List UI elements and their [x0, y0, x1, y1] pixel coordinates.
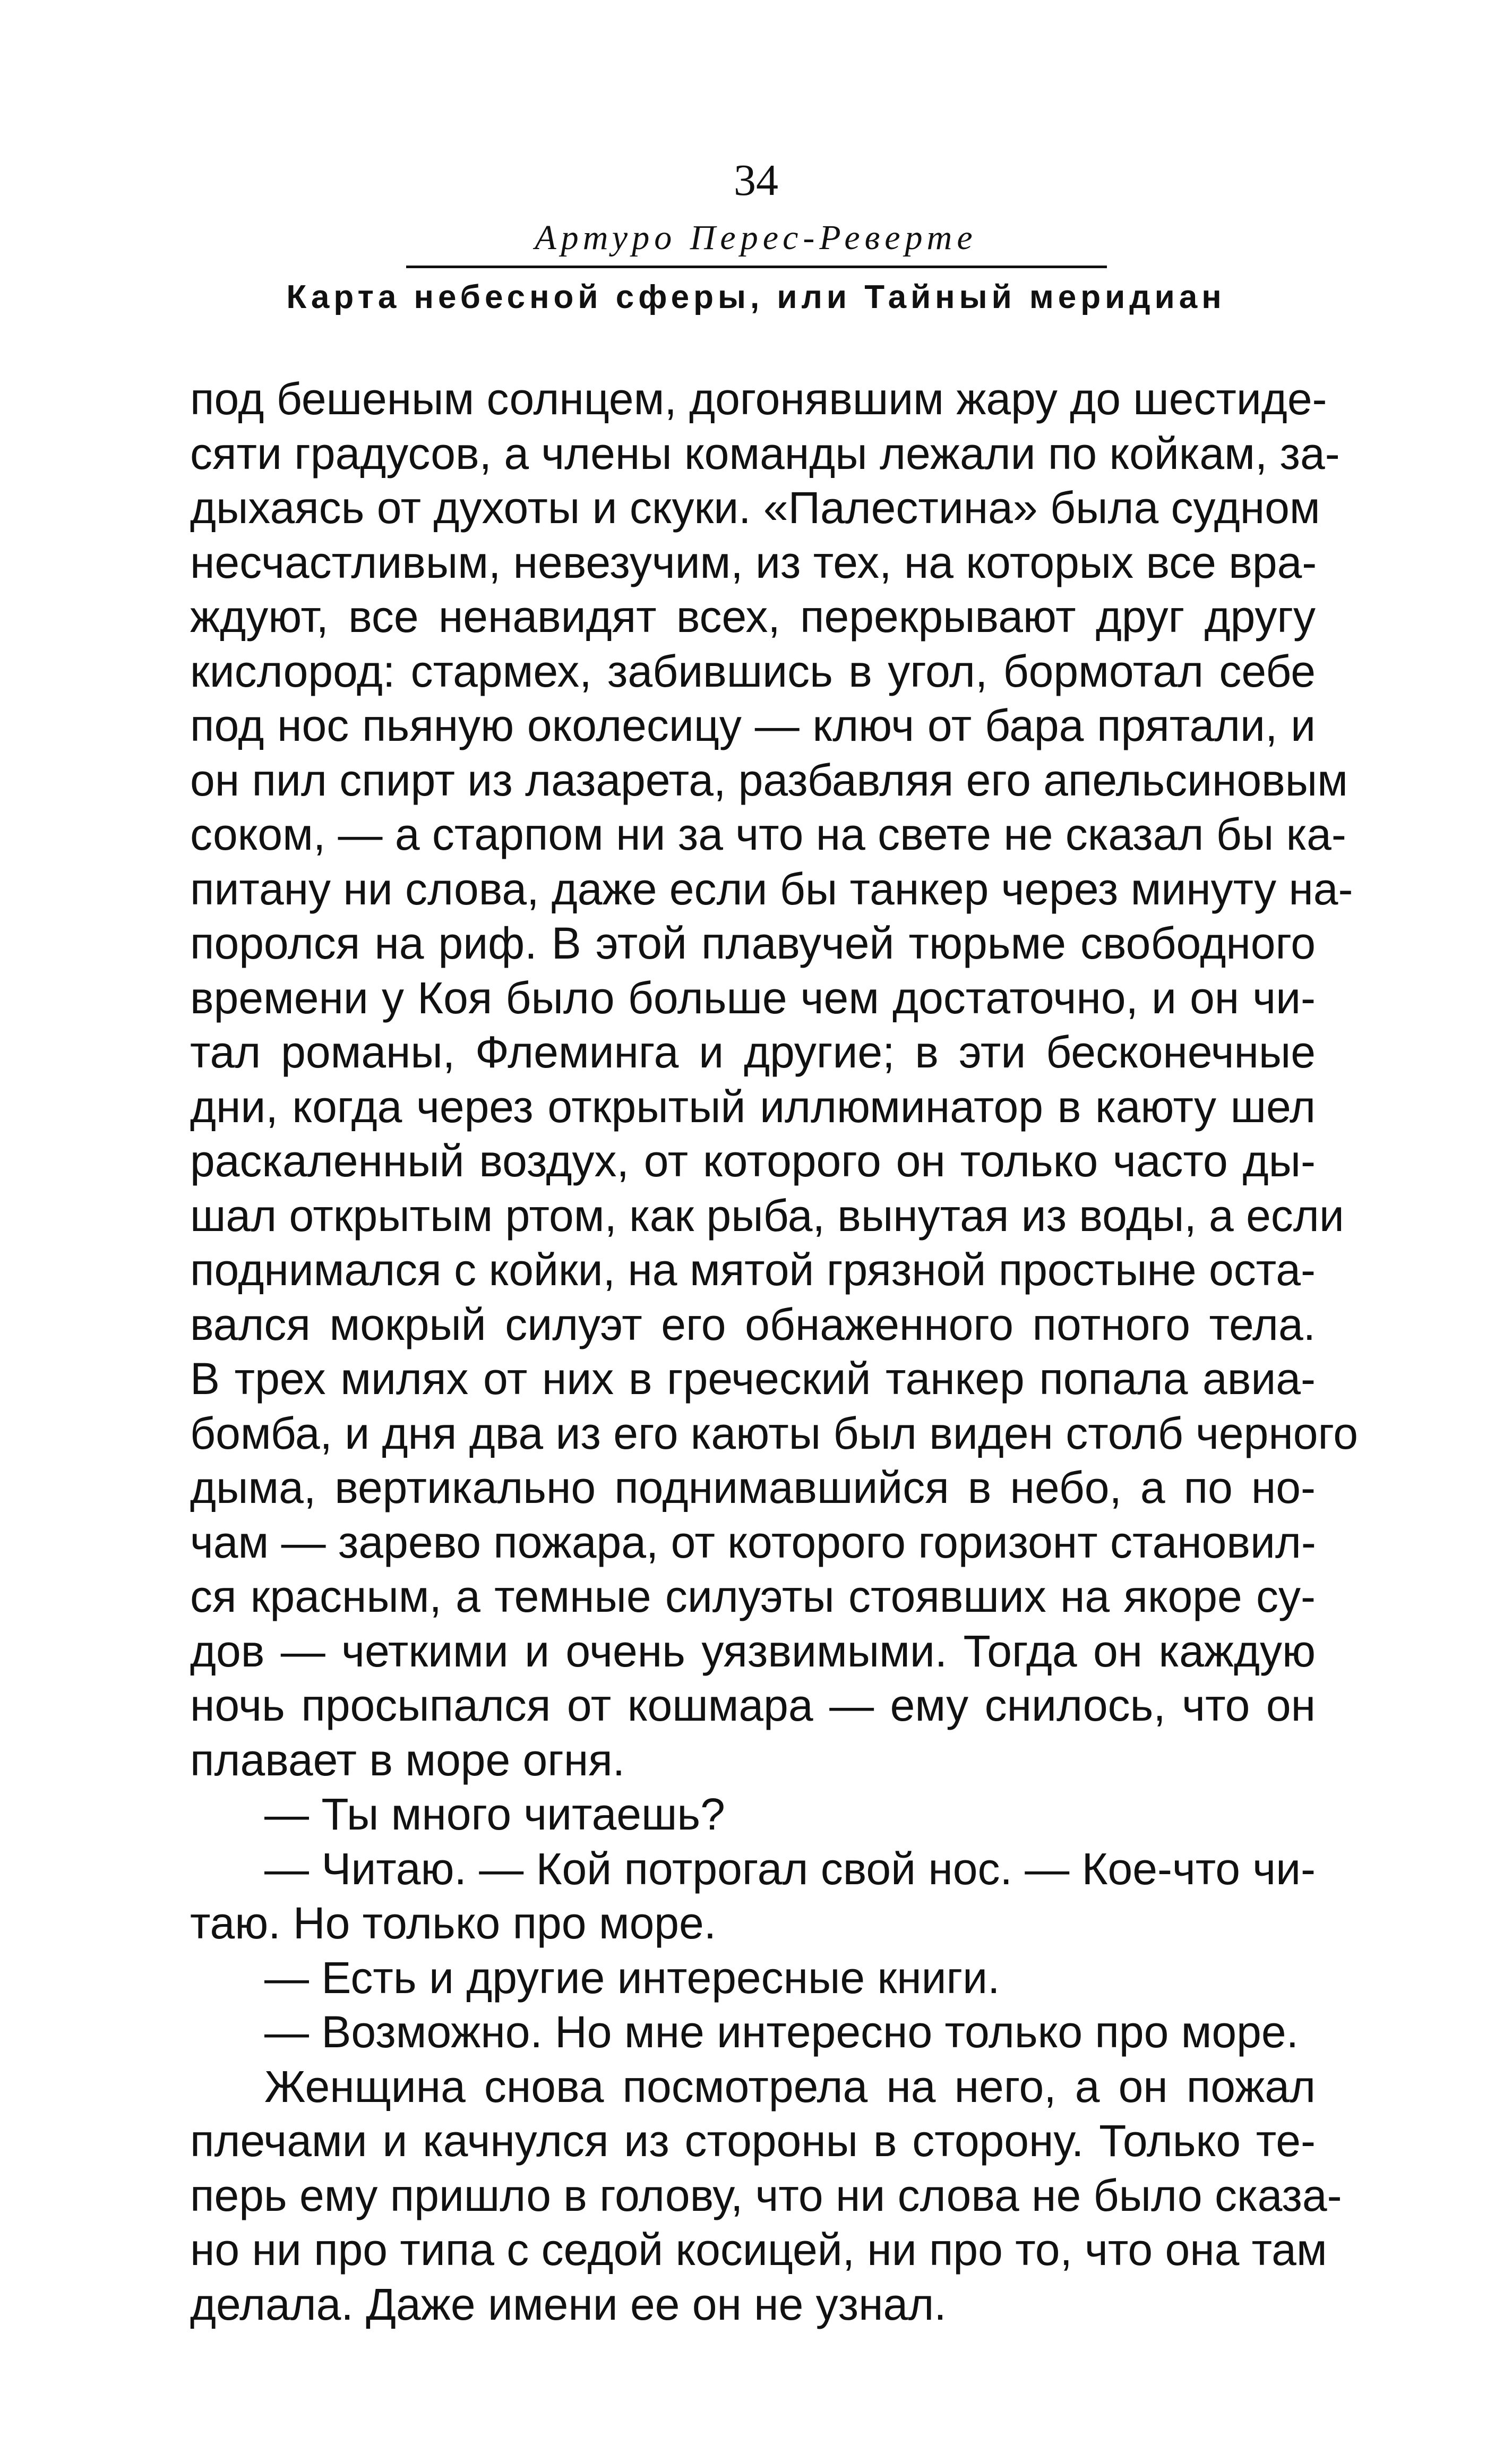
- text-line: но ни про типа с седой косицей, ни про то, что она там: [190, 2225, 1327, 2275]
- dialogue-line: — Ты много читаешь?: [264, 1789, 725, 1839]
- text-line: дыма, вертикально поднимавшийся в небо, а по но-: [190, 1463, 1316, 1512]
- text-line: Женщина снова посмотрела на него, а он пожал: [264, 2061, 1316, 2112]
- text-line: ся красным, а темные силуэты стоявших на якоре су-: [190, 1571, 1316, 1621]
- text-line: времени у Коя было больше чем достаточно, и он чи-: [190, 972, 1316, 1023]
- text-line: под бешеным солнцем, догонявшим жару до шестиде-: [190, 374, 1327, 424]
- text-line: несчастливым, невезучим, из тех, на которых все вра-: [190, 537, 1317, 587]
- text-line: кислород: стармех, забившись в угол, бормотал себе: [190, 646, 1316, 696]
- running-head-author: Артуро Перес-Реверте: [535, 218, 977, 257]
- dialogue-line: — Читаю. — Кой потрогал свой нос. — Кое-что чи-: [264, 1843, 1316, 1894]
- text-line: он пил спирт из лазарета, разбавляя его апельсиновым: [190, 755, 1348, 805]
- text-line: под нос пьяную околесицу — ключ от бара прятали, и: [190, 700, 1316, 750]
- dialogue-line: — Возможно. Но мне интересно только про море.: [264, 2007, 1299, 2057]
- text-line: бомба, и дня два из его каюты был виден столб черного: [190, 1408, 1358, 1458]
- text-line: поролся на риф. В этой плавучей тюрьме свободного: [190, 918, 1316, 968]
- text-line: раскаленный воздух, от которого он только часто ды-: [190, 1136, 1316, 1186]
- text-line: чам — зарево пожара, от которого горизонт становил-: [190, 1517, 1316, 1567]
- text-line: плечами и качнулся из стороны в сторону. Только те-: [190, 2116, 1316, 2166]
- header-rule: [406, 266, 1107, 268]
- text-line: ночь просыпался от кошмара — ему снилось, что он: [190, 1680, 1316, 1730]
- body-text: [190, 372, 1358, 2331]
- text-line: дов — четкими и очень уязвимыми. Тогда он каждую: [190, 1626, 1316, 1676]
- text-line: поднимался с койки, на мятой грязной простыне оста-: [190, 1245, 1316, 1295]
- text-line: соком, — а старпом ни за что на свете не сказал бы ка-: [190, 809, 1346, 859]
- dialogue-line: таю. Но только про море.: [190, 1898, 717, 1948]
- text-line: дни, когда через открытый иллюминатор в каюту шел: [190, 1081, 1316, 1132]
- running-head-title: Карта небесной сферы, или Тайный меридиан: [286, 279, 1226, 315]
- text-line: В трех милях от них в греческий танкер попала авиа-: [190, 1354, 1316, 1404]
- text-line: сяти градусов, а члены команды лежали по койкам, за-: [190, 428, 1340, 478]
- text-line: ждуют, все ненавидят всех, перекрывают друг другу: [190, 592, 1316, 642]
- text-line: шал открытым ртом, как рыба, вынутая из воды, а если: [190, 1190, 1344, 1241]
- text-line: делала. Даже имени ее он не узнал.: [190, 2279, 947, 2329]
- text-line: перь ему пришло в голову, что ни слова не было сказа-: [190, 2170, 1342, 2220]
- text-line: вался мокрый силуэт его обнаженного потного тела.: [190, 1299, 1316, 1349]
- dialogue-line: — Есть и другие интересные книги.: [264, 1952, 1000, 2003]
- text-line: плавает в море огня.: [190, 1734, 625, 1785]
- page-number: 34: [734, 156, 778, 205]
- text-line: тал романы, Флеминга и другие; в эти бесконечные: [190, 1027, 1316, 1077]
- text-line: питану ни слова, даже если бы танкер через минуту на-: [190, 864, 1353, 914]
- text-line: дыхаясь от духоты и скуки. «Палестина» была судном: [190, 483, 1320, 533]
